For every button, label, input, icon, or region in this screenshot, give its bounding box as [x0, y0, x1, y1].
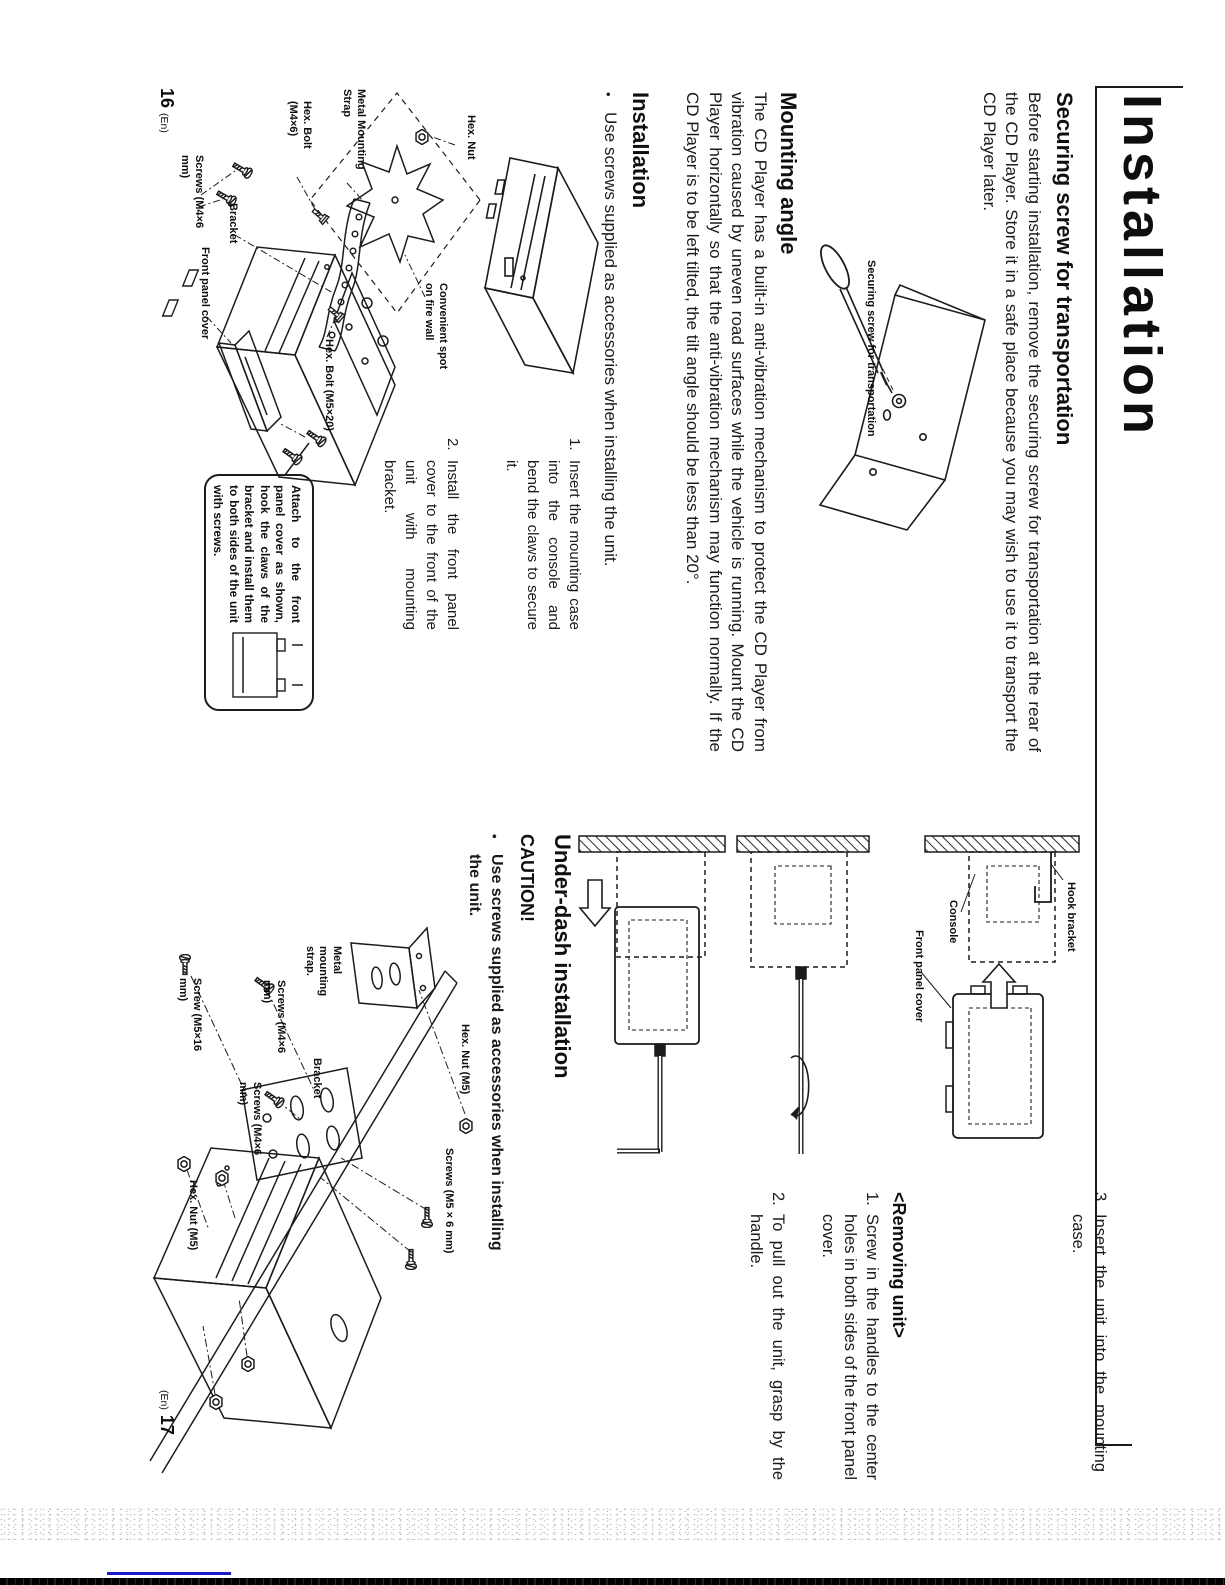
under-dash-bullet-text: Use screws supplied as accessories when installing the unit.	[466, 854, 505, 1251]
securing-screw-diagram	[810, 225, 995, 540]
label-screws-m4-b: Screws (M4×6 mm)	[237, 1082, 263, 1156]
label-metal-mounting-strap: Metal mounting strap.	[304, 946, 343, 997]
label-hex-bolt-m5: Hex. Bolt (M5×20)	[323, 339, 335, 431]
label-bracket: Bracket	[311, 1058, 323, 1099]
step-3: 3. Insert the unit into the mounting case.	[1069, 1192, 1109, 1472]
mounting-angle-paragraph: The CD Player has a built-in anti-vibration mechanism to protect the CD Player from vibration caused by uneven road surfaces while the vehicle is running. Mount the CD Player horizontally so that the anti-vibration mechanism may function normally. If the CD Player is to be left tilted, the tilt angle should be less than 20°.	[683, 92, 770, 752]
scan-noise-band	[0, 1506, 1225, 1540]
chapter-title: Installation	[1112, 94, 1172, 440]
under-dash-heading: Under-dash installation	[550, 834, 575, 1079]
label-screws-m4: Screws (M4×6 mm)	[179, 155, 205, 229]
hex-nut-icon	[459, 1118, 473, 1134]
screw-icon	[179, 954, 191, 978]
label-front-panel-cover: Front panel cover	[913, 930, 925, 1023]
label-console: Console	[947, 900, 959, 944]
console-diagrams	[572, 822, 1087, 1167]
installation-bullet-text: Use screws supplied as accessories when installing the unit.	[601, 112, 620, 567]
removing-unit-heading: <Removing unit>	[889, 1192, 909, 1339]
bullet-icon: •	[487, 834, 502, 839]
screw-icon	[421, 1204, 433, 1228]
label-bracket: Bracket	[227, 203, 239, 244]
label-front-panel-cover: Front panel cover	[199, 247, 211, 340]
hex-nut-icon	[209, 1394, 223, 1410]
screw-icon	[405, 1246, 417, 1270]
label-screw-m5-16: Screw (M5×16 mm)	[177, 978, 203, 1052]
step-1: 1. Insert the mounting case into the console and bend the claws to secure it.	[503, 438, 583, 630]
label-screws-m4-a: Screws (M4×6 mm)	[261, 980, 287, 1054]
label-hex-bolt-m4: Hex. Bolt (M4×6)	[287, 101, 313, 149]
installation-heading: Installation	[628, 92, 653, 209]
removing-step-2: 2. To pull out the unit, grasp by the handle.	[747, 1192, 787, 1480]
securing-screw-diagram-label: Securing screw for transportation	[865, 260, 877, 437]
label-hex-nut: Hex. Nut	[465, 115, 477, 160]
step-2: 2. Install the front panel cover to the front of the unit with mounting bracket.	[381, 438, 461, 630]
label-metal-mounting-strap: Metal Mounting Strap	[341, 89, 367, 170]
scan-blue-line-artifact	[107, 1572, 231, 1575]
installation-exploded-diagram	[50, 85, 535, 750]
header-rule-left-tick	[1095, 86, 1183, 88]
label-convenient-spot: Convenient spot on fire wall	[423, 283, 449, 370]
hex-nut-icon	[177, 1156, 191, 1172]
page-17-number: (En) 17	[157, 1390, 177, 1435]
hex-nut-icon	[241, 1356, 255, 1372]
hex-nut-icon	[415, 129, 429, 145]
label-hex-nut-m5-top: Hex. Nut (M5)	[459, 1024, 471, 1095]
under-dash-exploded-diagram	[134, 828, 479, 1530]
mounting-angle-heading: Mounting angle	[776, 92, 801, 255]
removing-step-1: 1. Screw in the handles to the center holes in both sides of the front panel cover.	[819, 1192, 881, 1480]
label-hook-bracket: Hook bracket	[1065, 882, 1077, 952]
label-hex-nut-m5-bottom: Hex. Nut (M5)	[187, 1180, 199, 1251]
bullet-icon: •	[601, 92, 616, 97]
scan-edge-black-bar	[0, 1578, 1225, 1585]
securing-screw-heading: Securing screw for transportation	[1052, 92, 1077, 446]
caution-heading: CAUTION!	[517, 834, 537, 922]
securing-screw-paragraph: Before starting installation, remove the securing screw for transportation at the rear of the CD Player. Store it in a safe place because you may wish to use it to transport the CD Player later.	[980, 92, 1044, 752]
hex-nut-icon	[215, 1170, 229, 1186]
note-box-text: Attach to the front panel cover as shown, hook the claws of the bracket and install them to both sides of the unit with screws.	[211, 485, 303, 623]
label-screws-m5-6: Screws (M5 × 6 mm)	[443, 1148, 455, 1254]
page-16-number: 16 (En)	[157, 88, 177, 133]
